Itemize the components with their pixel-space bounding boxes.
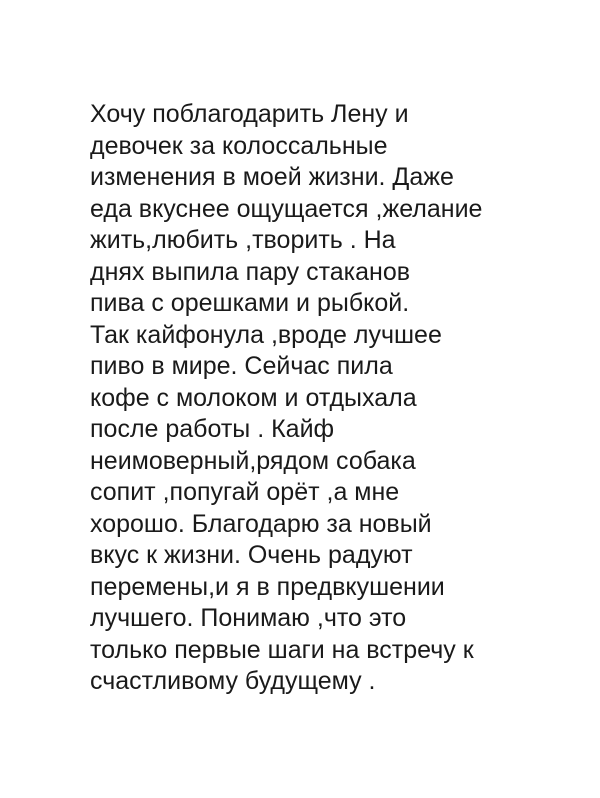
text-line: Так кайфонула ,вроде лучшее (90, 320, 442, 349)
text-line: вкус к жизни. Очень радуют (90, 541, 413, 569)
text-line: сопит ,попугай орёт ,а мне (90, 478, 400, 506)
text-line: неимоверный,рядом собака (90, 446, 416, 475)
text-line: жить,любить ,творить . На (90, 226, 396, 254)
text-line: хорошо. Благодарю за новый (90, 509, 432, 538)
message-text (90, 99, 590, 698)
text-line: кофе с молоком и отдыхала (90, 383, 417, 412)
text-line: счастливому будущему . (90, 667, 376, 695)
text-line: пиво в мире. Сейчас пила (90, 352, 393, 380)
text-line: еда вкуснее ощущается ,желание (90, 194, 483, 223)
text-line: перемены,и я в предвкушении (90, 572, 445, 601)
text-line: днях выпила пару стаканов (90, 257, 411, 286)
text-line: Хочу поблагодарить Лену и (90, 100, 409, 128)
text-line: девочек за колоссальные (90, 131, 388, 160)
text-line: пива с орешками и рыбкой. (90, 289, 410, 317)
text-line: изменения в моей жизни. Даже (90, 163, 454, 191)
text-line: только первые шаги на встречу к (90, 635, 474, 664)
text-line: после работы . Кайф (90, 415, 335, 443)
text-line: лучшего. Понимаю ,что это (90, 604, 407, 632)
